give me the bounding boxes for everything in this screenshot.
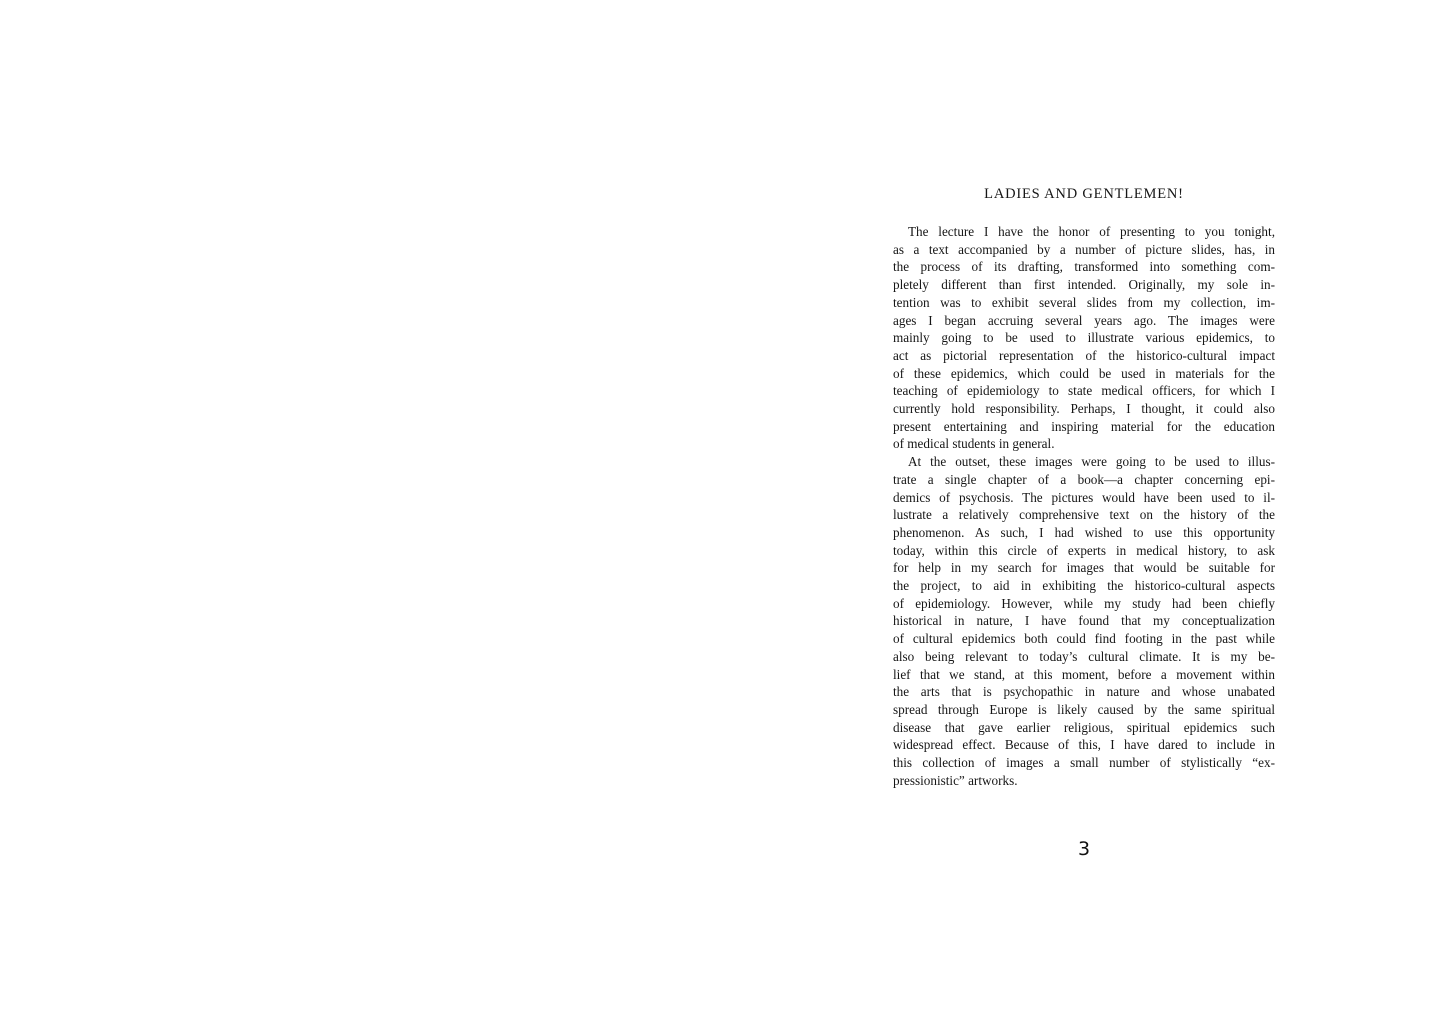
text-line: teaching of epidemiology to state medical officers, for which I [893,383,1275,399]
page-number: 3 [1077,838,1091,860]
text-line: of medical students in general. [893,436,1055,452]
page-text-column [893,186,1275,860]
text-line: At the outset, these images were going to be used to illus- [908,454,1275,470]
text-line: trate a single chapter of a book—a chapter concerning epi- [893,471,1275,487]
chapter-heading: LADIES AND GENTLEMEN! [984,186,1184,202]
text-line: of cultural epidemics both could find footing in the past while [893,631,1275,647]
text-line: currently hold responsibility. Perhaps, I thought, it could also [893,401,1275,417]
text-line: lustrate a relatively comprehensive text on the history of the [893,507,1275,523]
text-line: today, within this circle of experts in medical history, to ask [893,542,1275,558]
paragraph [893,453,1275,789]
text-line: also being relevant to today’s cultural climate. It is my be- [893,648,1275,664]
text-line: lief that we stand, at this moment, before a movement within [893,666,1275,682]
text-line: demics of psychosis. The pictures would have been used to il- [893,489,1275,505]
text-line: The lecture I have the honor of presenting to you tonight, [908,224,1275,239]
body-text [893,223,1275,790]
text-line: as a text accompanied by a number of picture slides, has, in [893,241,1275,257]
text-line: historical in nature, I have found that my conceptualization [893,613,1275,629]
text-line: widespread effect. Because of this, I have dared to include in [893,737,1275,753]
text-line: the arts that is psychopathic in nature and whose unabated [893,684,1275,700]
text-line: of these epidemics, which could be used in materials for the [893,365,1275,381]
text-line: disease that gave earlier religious, spiritual epidemics such [893,719,1275,735]
text-line: phenomenon. As such, I had wished to use this opportunity [893,524,1275,540]
text-line: mainly going to be used to illustrate various epidemics, to [893,330,1275,346]
text-line: of epidemiology. However, while my study had been chiefly [893,595,1275,611]
text-line: pressionistic” artworks. [893,772,1018,788]
text-line: for help in my search for images that would be suitable for [893,560,1275,576]
text-line: ages I began accruing several years ago. The images were [893,312,1275,328]
text-line: this collection of images a small number of stylistically “ex- [893,755,1275,771]
text-line: pletely different than first intended. Originally, my sole in- [893,277,1275,293]
paragraph [893,223,1275,453]
text-line: the project, to aid in exhibiting the historico-cultural aspects [893,578,1275,594]
text-line: act as pictorial representation of the historico-cultural impact [893,347,1275,363]
text-line: present entertaining and inspiring material for the education [893,418,1275,434]
text-line: the process of its drafting, transformed into something com- [893,259,1275,275]
text-line: tention was to exhibit several slides from my collection, im- [893,294,1275,310]
text-line: spread through Europe is likely caused by the same spiritual [893,701,1275,717]
